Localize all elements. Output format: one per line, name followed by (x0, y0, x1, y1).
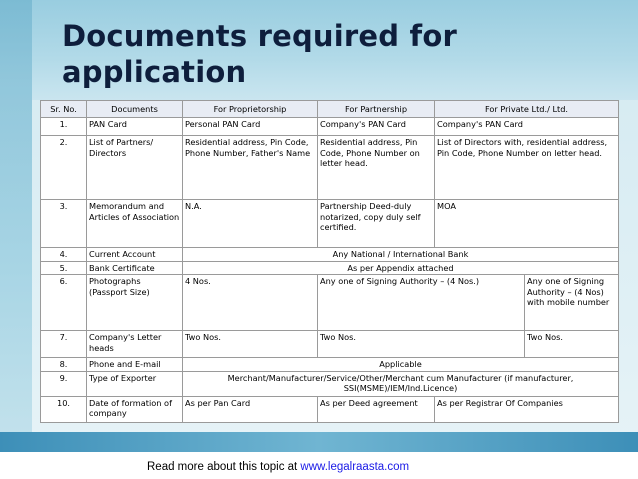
cell-document: Memorandum and Articles of Association (87, 200, 183, 248)
cell-proprietorship: N.A. (183, 200, 318, 248)
cell-proprietorship: Two Nos. (183, 331, 318, 358)
cell-private-ltd: Company's PAN Card (435, 118, 619, 136)
header-documents: Documents (87, 101, 183, 118)
footer-link[interactable]: www.legalraasta.com (300, 461, 410, 473)
cell-private-ltd: As per Registrar Of Companies (435, 396, 619, 422)
cell-partnership: Any one of Signing Authority – (4 Nos.) (318, 275, 525, 331)
slide-title: Documents required for application (62, 19, 457, 89)
cell-document: Company's Letter heads (87, 331, 183, 358)
cell-sr: 10. (41, 396, 87, 422)
header-sr-no: Sr. No. (41, 101, 87, 118)
header-partnership: For Partnership (318, 101, 435, 118)
cell-proprietorship: 4 Nos. (183, 275, 318, 331)
cell-merged-value: Applicable (183, 358, 619, 372)
table-row (41, 200, 619, 248)
cell-partnership: As per Deed agreement (318, 396, 435, 422)
cell-sr: 7. (41, 331, 87, 358)
table-row (41, 371, 619, 396)
table-header-row (41, 101, 619, 118)
cell-document: Current Account (87, 248, 183, 262)
cell-sr: 2. (41, 136, 87, 200)
cell-sr: 6. (41, 275, 87, 331)
left-decorative-bar (0, 0, 32, 452)
cell-sr: 8. (41, 358, 87, 372)
cell-private-ltd: List of Directors with, residential address, Pin Code, Phone Number on letter head. (435, 136, 619, 200)
cell-proprietorship: Personal PAN Card (183, 118, 318, 136)
footer-text: Read more about this topic at (147, 461, 301, 473)
cell-private-ltd: Two Nos. (525, 331, 619, 358)
cell-document: Date of formation of company (87, 396, 183, 422)
footer-note (147, 461, 409, 473)
table-row (41, 248, 619, 262)
cell-document: List of Partners/ Directors (87, 136, 183, 200)
cell-partnership: Two Nos. (318, 331, 525, 358)
table-row (41, 358, 619, 372)
cell-private-ltd: Any one of Signing Authority – (4 Nos) with mobile number (525, 275, 619, 331)
table-row (41, 275, 619, 331)
header-private-ltd: For Private Ltd./ Ltd. (435, 101, 619, 118)
cell-proprietorship: Residential address, Pin Code, Phone Number, Father's Name (183, 136, 318, 200)
table-row (41, 118, 619, 136)
cell-sr: 5. (41, 261, 87, 275)
cell-document: Phone and E-mail (87, 358, 183, 372)
cell-private-ltd: MOA (435, 200, 619, 248)
table-row (41, 396, 619, 422)
cell-document: Photographs (Passport Size) (87, 275, 183, 331)
cell-document: Bank Certificate (87, 261, 183, 275)
cell-document: Type of Exporter (87, 371, 183, 396)
cell-partnership: Residential address, Pin Code, Phone Number on letter head. (318, 136, 435, 200)
cell-merged-value: Any National / International Bank (183, 248, 619, 262)
table-row (41, 136, 619, 200)
table-row (41, 261, 619, 275)
table-row (41, 331, 619, 358)
cell-sr: 9. (41, 371, 87, 396)
cell-proprietorship: As per Pan Card (183, 396, 318, 422)
cell-merged-value: As per Appendix attached (183, 261, 619, 275)
cell-sr: 3. (41, 200, 87, 248)
cell-sr: 1. (41, 118, 87, 136)
cell-sr: 4. (41, 248, 87, 262)
cell-document: PAN Card (87, 118, 183, 136)
cell-partnership: Company's PAN Card (318, 118, 435, 136)
cell-merged-value: Merchant/Manufacturer/Service/Other/Merchant cum Manufacturer (if manufacturer, SSI(MSME)/IEM/Ind.Licence) (183, 371, 619, 396)
cell-partnership: Partnership Deed-duly notarized, copy duly self certified. (318, 200, 435, 248)
header-proprietorship: For Proprietorship (183, 101, 318, 118)
bottom-decorative-strip (0, 432, 638, 452)
documents-table (40, 100, 619, 423)
